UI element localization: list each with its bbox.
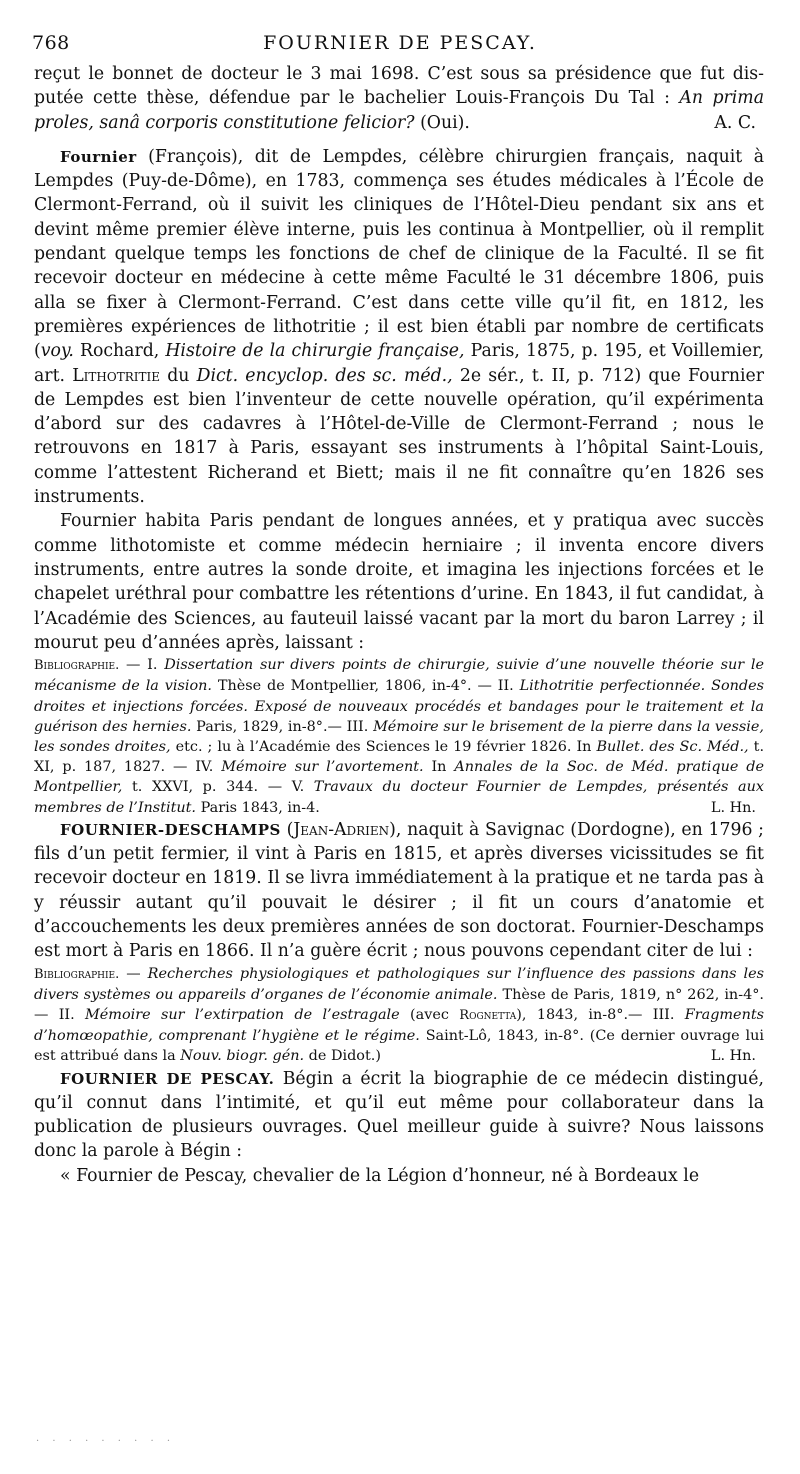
body-text	[34, 62, 764, 1188]
bib-text: Thèse de Montpellier, 1806, in-4°. — II.	[217, 678, 514, 695]
bib-text: In	[431, 759, 447, 776]
bib-title: Mémoire sur le brisement de la pierre dans la vessie, les sondes droites,	[34, 718, 764, 755]
bib-text: — I.	[126, 657, 158, 674]
page-header	[32, 32, 768, 56]
bib-text: (avec	[410, 1006, 449, 1023]
entry-italic: Dict. encyclop. des sc. méd.,	[196, 365, 453, 386]
bib-title: Travaux du docteur Fournier de Lempdes, présentés aux membres de l’Institut.	[34, 779, 764, 816]
bib-text: Paris, 1829, in-8°.— III.	[196, 718, 369, 735]
bib-text: Saint-Lô, 1843, in-8°. (Ce dernier ouvrage lui est attribué dans la	[34, 1028, 764, 1065]
bib-title: Fragments d’homœopathie, comprenant l’hygiène et le régime.	[34, 1006, 765, 1045]
intro-line-1: reçut le bonnet de docteur le 3 mai 1698. C’est sous sa présidence que fut dis-	[34, 64, 764, 84]
bib-title: Mémoire sur l’avortement.	[221, 759, 424, 776]
entry-paragraph: Fournier habita Paris pendant de longues années, et y pratiqua avec succès comme lithotomiste et comme médecin herniaire ; il inventa encore divers instruments, entre autres la sonde droite, et imagina les injections forcées et le chapelet uréthral pour combattre les rétentions d’urine. En 1843, il fut candidat, à l’Académie des Sciences, au fauteuil laissé vacant par la mort du baron Larrey ; il mourut peu d’années après, laissant :	[34, 511, 764, 653]
bib-text: Thèse de Paris, 1819, n° 262, in-4°. — II.	[34, 986, 764, 1023]
bib-title: Mémoire sur l’extirpation de l’estragale	[85, 1006, 400, 1023]
entry-smallcaps: Lithotritie	[72, 365, 161, 386]
entry-fournier-de-pescay	[34, 1067, 764, 1164]
thesis-title-a: An prima	[679, 88, 764, 109]
bib-text: etc. ; lu à l’Académie des Sciences le 19 février 1826. In	[175, 738, 592, 755]
thesis-title-b: proles, sanâ corporis constitutione felicior?	[34, 112, 415, 133]
quote-paragraph: « Fournier de Pescay, chevalier de la Légion d’honneur, né à Bordeaux le	[60, 1165, 700, 1186]
bib-text: t. XXVI, p. 344. — V.	[131, 779, 305, 796]
bib-title: Nouv. biogr. gén.	[180, 1048, 305, 1065]
page-number: 768	[32, 32, 70, 54]
bib-title: Lithotritie perfectionnée. Sondes droites et injections forcées. Exposé de nouveaux procédés et bandages pour le traitement et la guérison des hernies.	[34, 678, 765, 735]
entry-italic: Histoire de la chirurgie française,	[165, 341, 465, 362]
page-bottom-marks: · · · · · · · · ·	[36, 1436, 176, 1447]
entry-headword: FOURNIER-DESCHAMPS	[60, 820, 281, 839]
bib-text: Paris 1843, in-4.	[200, 799, 320, 816]
entry-text: Bégin a écrit la biographie de ce médecin distingué, qu’il connut dans l’intimité, et qu’il eut même pour collaborateur dans la publication de plusieurs ouvrages. Quel meilleur guide à suivre? Nous laissons donc la parole à Bégin :	[34, 1068, 764, 1162]
entry-text: (François), dit de Lempdes, célèbre chirurgien français, naquit à Lempdes (Puy-de-Dôme), en 1783, commença ses études médicales à l’École de Clermont-Ferrand, où il suivit les cliniques de l’Hôtel-Dieu pendant six ans et devint même premier élève interne, puis les continua à Montpellier, où il remplit pendant quelque temps les fonctions de chef de clinique de la Faculté. Il se fit recevoir docteur en médecine à cette même Faculté le 31 décembre 1806, puis alla se fixer à Clermont-Ferrand. C’est dans cette ville qu’il fit, en 1812, les premières expériences de lithotritie ; il est bien établi par nombre de certificats (	[34, 146, 764, 362]
bib-title: Annales de la Soc. de Méd. pratique de Montpellier,	[34, 759, 764, 796]
entry-headword: FOURNIER DE PESCAY.	[60, 1069, 275, 1088]
intro-line-2: putée cette thèse, défendue par le bachelier Louis-François Du Tal :	[34, 88, 670, 109]
entry-text: 2e sér., t. II, p. 712) que Fournier de Lempdes est bien l’inventeur de cette nouvelle opération, qu’il expérimenta d’abord sur des cadavres à l’Hôtel-de-Ville de Clermont-Ferrand ; nous le retrouvons en 1817 à Paris, essayant ses instruments à l’hôpital Saint-Louis, comme l’attestent Richerand et Biett; mais il ne fit connaître qu’en 1826 ses instruments.	[34, 365, 765, 508]
entry-text: Paris, 1875, p. 195, et Voillemier, art.	[34, 341, 764, 386]
signature: L. Hn.	[710, 799, 756, 816]
bibliography-label: Bibliographie.	[34, 658, 120, 674]
bibliography	[34, 655, 764, 818]
entry-text: naquit à Savignac (Dordogne), en 1796 ; fils d’un petit fermier, il vint à Paris en 1815, et après diverses vicissitudes se fit recevoir docteur en 1819. Il se livra immédiatement à la pratique et ne tarda pas à y réussir autant qu’il pouvait le désirer ; il fit un cours d’anatomie et d’accouchements les deux premières années de son doctorat. Fournier-Deschamps est mort à Paris en 1866. Il n’a guère écrit ; nous pouvons cependant citer de lui :	[34, 819, 765, 962]
entry-given-name: (Jean-Adrien),	[286, 819, 402, 840]
entry-italic: voy.	[40, 341, 74, 362]
intro-paragraph	[34, 62, 764, 135]
bib-text: t. XI, p. 187, 1827. — IV.	[34, 738, 765, 776]
intro-line-3: (Oui).	[420, 112, 470, 133]
signature: L. Hn.	[710, 1048, 756, 1065]
bibliography	[34, 964, 764, 1067]
bib-smallcaps: Rognetta	[459, 1007, 517, 1023]
bib-title: Bullet. des Sc. Méd.,	[596, 738, 749, 755]
entry-fournier-deschamps	[34, 818, 764, 964]
signature: A. C.	[714, 112, 756, 133]
bib-text: de Didot.)	[308, 1048, 381, 1065]
spacer	[34, 135, 764, 145]
bib-text: ), 1843, in-8°.— III.	[516, 1006, 675, 1023]
entry-fournier-lempdes	[34, 145, 764, 509]
bib-title: Recherches physiologiques et pathologiques sur l’influence des passions dans les divers systèmes ou appareils d’organes de l’économie animale.	[34, 965, 765, 1003]
entry-headword: Fournier	[60, 147, 137, 166]
entry-text: Rochard,	[79, 341, 160, 362]
running-head: FOURNIER DE PESCAY.	[263, 32, 537, 54]
entry-text: du	[167, 365, 190, 386]
bib-text: —	[126, 965, 141, 982]
bibliography-label: Bibliographie.	[34, 966, 120, 982]
bib-title: Dissertation sur divers points de chirurgie, suivie d’une nouvelle théorie sur le mécanisme de la vision.	[34, 657, 765, 695]
